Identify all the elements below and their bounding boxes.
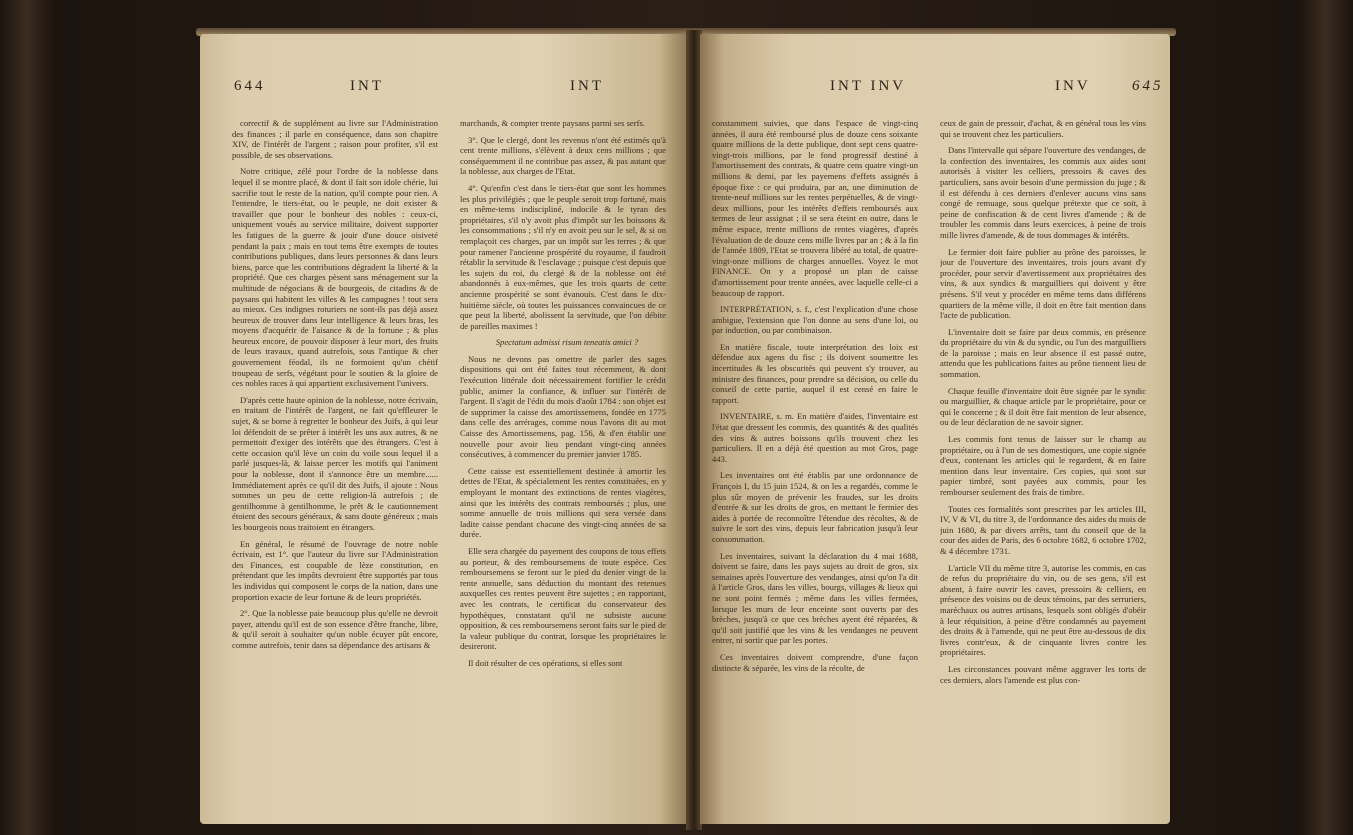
right-column-1 xyxy=(712,118,918,818)
paragraph: En matière fiscale, toute interprétation des loix est défendue aux agens du fisc ; ils doivent soumettre les incertitudes & les obscurités qui peuvent s'y trouver, au ministre des finances, pour prendre sa décision, ou celle du conseil de cette partie, auquel il est censé en faire le rapport. xyxy=(712,341,918,405)
paragraph: Les commis font tenus de laisser sur le champ au propriétaire, ou à l'un de ses domestiques, une copie signée d'eux, contenant les articles qui le regardent, & en faire mention dans leur inventaire. Ces copies, qui sont sur papier timbré, sont payées aux commis, pour les rembourser seulement des frais de timbre. xyxy=(940,434,1146,497)
paragraph: 2°. Que la noblesse paie beaucoup plus qu'elle ne devroit payer, attendu qu'il est de son essence d'être franche, libre, & qu'il seroit à souhaiter qu'un noble écuyer pût encore, comme autrefois, tenir dans sa dépendance des artisans & xyxy=(232,608,438,650)
paragraph: L'article VII du même titre 3, autorise les commis, en cas de refus du propriétaire du vin, ou de ses gens, s'il est absent, à faire ouvrir les caves, pressoirs & celliers, en présence des voisins ou de deux témoins, par des serruriers, maréchaux ou autres artisans, lesquels sont obligés d'obéir à leur réquisition, à peine d'être condamnés au payement des droits & à l'amende, qui ne peut être au-dessous de dix livres contr'eux, & de cinquante livres contre les propriétaires. xyxy=(940,562,1146,658)
paragraph: correctif & de supplément au livre sur l'Administration des finances ; il parle en conséquence, dans son chapitre XIV, de l'intérêt de l'argent ; raison pour profiter, s'il est possible, de ses observations. xyxy=(232,118,438,160)
right-column-2 xyxy=(940,118,1146,818)
left-column-2 xyxy=(460,118,666,818)
paragraph: Le fermier doit faire publier au prône des paroisses, le jour de l'ouverture des inventaires, trois jours avant d'y procéder, pour servir d'avertissement aux propriétaires des vins, & aux syndics & marguilliers qui doivent y être présens. S'il veut y procéder en même tems dans différens quartiers de la même ville, il doit en être fait mention dans l'acte de publication. xyxy=(940,246,1146,321)
paragraph: Il doit résulter de ces opérations, si elles sont xyxy=(468,657,623,668)
paragraph: 3°. Que le clergé, dont les revenus n'ont été estimés qu'à cent trente millions, s'élèvent à deux cens millions ; que conséquemment il ne contribue pas assez, & pas autant que la noblesse, aux charges de l'Etat. xyxy=(460,134,666,177)
paragraph: En général, le résumé de l'ouvrage de notre noble écrivain, est 1°. que l'auteur du livre sur l'Administration des Finances, est coupable de lèze constitution, en prétendant que les impôts devroient être supportés par tous les individus qui composent le corps de la nation, dans une proportion exacte de leur fortune & de leurs propriétés. xyxy=(232,538,438,602)
paragraph: Chaque feuille d'inventaire doit être signée par le syndic ou marguillier, & chaque article par le propriétaire, pour ce qui le concerne ; & il doit être fait mention de leur absence, ou de leur déclaration de ne savoir signer. xyxy=(940,385,1146,428)
left-column-1 xyxy=(232,118,438,818)
paragraph: Dans l'intervalle qui sépare l'ouverture des vendanges, de la confection des inventaires, les commis aux aides sont autorisés à visiter les celliers, pressoirs & caves des particuliers, sans avoir besoin d'une permission du juge ; & il est défendu à ces derniers d'enlever aucuns vins sans congé de remuage, sous quelque prétexte que ce soit, à peine de confiscation & de cent livres d'amende ; & de troubler les commis dans leurs exercices, à peine de trois mille livres d'amende, & de tous dommages & intérêts. xyxy=(940,145,1146,240)
right-page-number: 645 xyxy=(1132,78,1164,94)
paragraph: Ces inventaires doivent comprendre, d'une façon distincte & séparée, les vins de la récolte, de xyxy=(712,651,918,673)
right-running-head-right: INV xyxy=(1055,78,1091,94)
left-page-number: 644 xyxy=(234,78,266,94)
paragraph: Les inventaires ont été établis par une ordonnance de François I, du 15 juin 1524, & on les a regardés, comme le plus sûr moyen de prévenir les fraudes, sur les droits d'entrée & sur les droits de gros, en mettant le fermier des aides à portée de reconnoître l'étendue des récoltes, & de suivre le sort des vins, depuis leur fabrication jusqu'à leur consommation. xyxy=(712,470,918,544)
latin-quote: Spectatum admissi risum teneatis amici ? xyxy=(495,337,639,348)
left-running-head-right: INT xyxy=(570,78,604,94)
paragraph: Les circonstances pouvant même aggraver les torts de ces derniers, alors l'amende est plus con- xyxy=(940,663,1146,685)
paragraph: ceux de gain de pressoir, d'achat, & en général tous les vins qui se trouvent chez les particuliers. xyxy=(940,118,1146,139)
paragraph: Elle sera chargée du payement des coupons de tous effets au porteur, & des remboursemens de toute espèce. Ces remboursemens se feront sur le pied du denier vingt de la rente annuelle, sans déduction du montant des retenues auxquelles ces rentes peuvent être sujettes ; en rapportant, avec les contrats, le certificat du conservateur des hypothèques, constatant qu'il ne subsiste aucune opposition, & ces remboursemens seront faits sur le pied de la valeur publique du contrat, lorsque les propriétaires le desireront. xyxy=(460,545,666,652)
paragraph: constamment suivies, que dans l'espace de vingt-cinq années, il aura été remboursé plus de douze cens soixante quatre millions de la dette publique, dont sept cens quatre-vingt-trois millions, par le fond progressif destiné à l'amortissement des contrats, & quatre cens quatre vingt-un millions & demi, par les payemens d'effets assignés à époque fixe : ce qui produira, par an, une diminution de trente-neuf millions sur les rentes perpétuelles, & de vingt-deux millions, pour les intérêts d'effets remboursés aux termes de leur assignat ; il se sera éteint en outre, dans le même espace, trente millions de rentes viagères, d'après l'évaluation de de douze cens mille livres par an ; & à la fin de l'année 1809, l'Etat se trouvera libéré au total, de quatre-vingt-onze millions de charges annuelles. Voyez le mot FINANCE. On y a proposé un plan de caisse d'amortissement pour trente années, avec laquelle celle-ci a beaucoup de rapport. xyxy=(712,118,918,298)
paragraph: marchands, & compter trente paysans parmi ses serfs. xyxy=(460,118,645,128)
paragraph: D'après cette haute opinion de la noblesse, notre écrivain, en traitant de l'intérêt de l'argent, ne fait qu'effleurer le sujet, & se borne à regretter le bonheur des Juifs, à qui leur loi défendoit de se prêter à intérêt les uns aux autres, & ne permettoit d'exiger des intérêts que des étrangers. C'est à cette occasion qu'il lève un coin du voile sous lequel il a parlé jusques-là, & laisse percer les motifs qui l'animent pour la noblesse, dont il s'annonce être un membre...... Immédiatement après ce qu'il dit des Juifs, il ajoute : Nous sommes un peu de cette religion-là autrefois ; de gentilhomme à gentilhomme, le prêt & le cautionnement étoient des secours généraux, & sans doute généreux ; mais les bourgeois nous traitoient en étrangers. xyxy=(232,394,438,532)
paragraph: Nous ne devons pas omettre de parler des sages dispositions qui ont été faites tout récemment, & dont l'exécution littérale doit nécessairement fortifier le crédit public, animer la confiance, & influer sur l'intérêt de l'argent. Il s'agit de l'édit du mois d'août 1784 : son objet est de supprimer la caisse des amortissemens, fondée en 1775 dans celle des arrérages, comme nous l'avons dit au mot Caisse des Amortissemens, pag. 156, & d'en établir une nouvelle pour avoir lieu pendant vingt-cinq années consécutives, à commencer du premier janvier 1785. xyxy=(460,353,666,460)
paragraph: L'inventaire doit se faire par deux commis, en présence du propriétaire du vin & du syndic, ou l'un des marguilliers de la paroisse ; mais en leur absence il est passé outre, attendu que les publications faites au prône tiennent lieu de sommation. xyxy=(940,326,1146,380)
left-running-head: INT xyxy=(350,78,384,94)
right-running-head: INT INV xyxy=(830,78,907,94)
paragraph: Les inventaires, suivant la déclaration du 4 mai 1688, doivent se faire, dans les pays sujets au droit de gros, six semaines après l'ouverture des vendanges, ainsi qu'on l'a dit à l'article Gros, dans les villes, bourgs, villages & lieux qui ne sont point fermés ; même dans les villes fermées, lorsque les murs de leur enceinte sont ouverts par des brèches, jusqu'à ce que ces brèches ayent été réparées, & qu'il soit justifié que les vins & les vendanges ne peuvent entrer, ni sortir que par les portes. xyxy=(712,550,918,646)
paragraph: Toutes ces formalités sont prescrites par les articles III, IV, V & VI, du titre 3, de l'ordonnance des aides du mois de juin 1680, & par divers arrêts, tant du conseil que de la cour des aides de Paris, des 6 octobre 1682, 6 octobre 1702, & 4 décembre 1731. xyxy=(940,503,1146,556)
right-page xyxy=(700,34,1170,824)
paragraph: 4°. Qu'enfin c'est dans le tiers-état que sont les hommes les plus privilégiés ; que le peuple seroit trop fortuné, mais en même-tems indiscipliné, indocile & le tyran des propriétaires, s'il n'y avoit plus d'impôt sur les boissons & les consommations ; s'il n'y en avoit peu sur le sel, & si on remplaçoit ces charges, par un impôt sur les terres ; & que pour ramener l'ancienne prospérité du royaume, il faudroit rétablir la servitude & l'esclavage ; puisque c'est depuis que les sujets du roi, du clergé & de la noblesse ont été abandonnés à eux-mêmes, que les trois quarts de cette ancienne prospérité se sont évanouis. C'est dans le dix-huitième siècle, où toutes les puissances convaincues de ce que peut la liberté, abolissent la servitude, que l'on débite de pareilles maximes ! xyxy=(460,182,666,331)
entry-inventaire: INVENTAIRE, s. m. En matière d'aides, l'inventaire est l'état que dressent les commis, des quantités & des qualités des vins & autres boissons qu'ils trouvent chez les particuliers. Il en a déjà été question au mot Gros, page 443. xyxy=(712,411,918,464)
paragraph: Cette caisse est essentiellement destinée à amortir les dettes de l'Etat, & spécialement les rentes constituées, en y employant le montant des extinctions de rentes viagères, ainsi que les intérêts des contrats remboursés ; plus, une somme annuelle de trois millions qui sera versée dans ladite caisse pendant chacune des vingt-cinq années de sa durée. xyxy=(460,465,666,540)
paragraph: Notre critique, zélé pour l'ordre de la noblesse dans lequel il se montre placé, & dont il fait son idole chérie, lui sacrifie tout le reste de la nation, qu'il compte pour rien. A l'entendre, le tiers-état, ou le peuple, ne doit exister & travailler que pour le bonheur des nobles : ceux-ci, uniquement voués au service militaire, doivent supporter les fatigues de la guerre & jouir d'une douce oisiveté pendant la paix ; mais en tout tems être exempts de toutes contributions publiques, dans leurs personnes & dans leurs biens, parce que les contributions dégradent la liberté & la propriété. Que ces charges pèsent sans ménagement sur la multitude de négocians & de bourgeois, de citadins & de paysans qui habitent les villes & les campagnes ! tout sera au mieux. Ces indignes roturiers ne sont-ils pas déjà assez heureux de trouver dans leur intelligence & leurs bras, les moyens d'acquérir de l'aisance & de la fortune ; & plus heureux encore, de pouvoir disposer à leur mort, des fruits de leurs travaux, quand autrefois, sous l'antique & cher gouvernement féodal, ils ne formoient qu'un chétif troupeau de serfs, végétant pour le soutien & la gloire de ces nobles races à qui appartient exclusivement l'univers. xyxy=(232,166,438,389)
entry-interpretation: INTERPRÉTATION, s. f., c'est l'explication d'une chose ambigue, l'extension que l'on donne au sens d'une loi, ou par induction, ou par combinaison. xyxy=(712,304,918,336)
left-page xyxy=(200,34,688,824)
